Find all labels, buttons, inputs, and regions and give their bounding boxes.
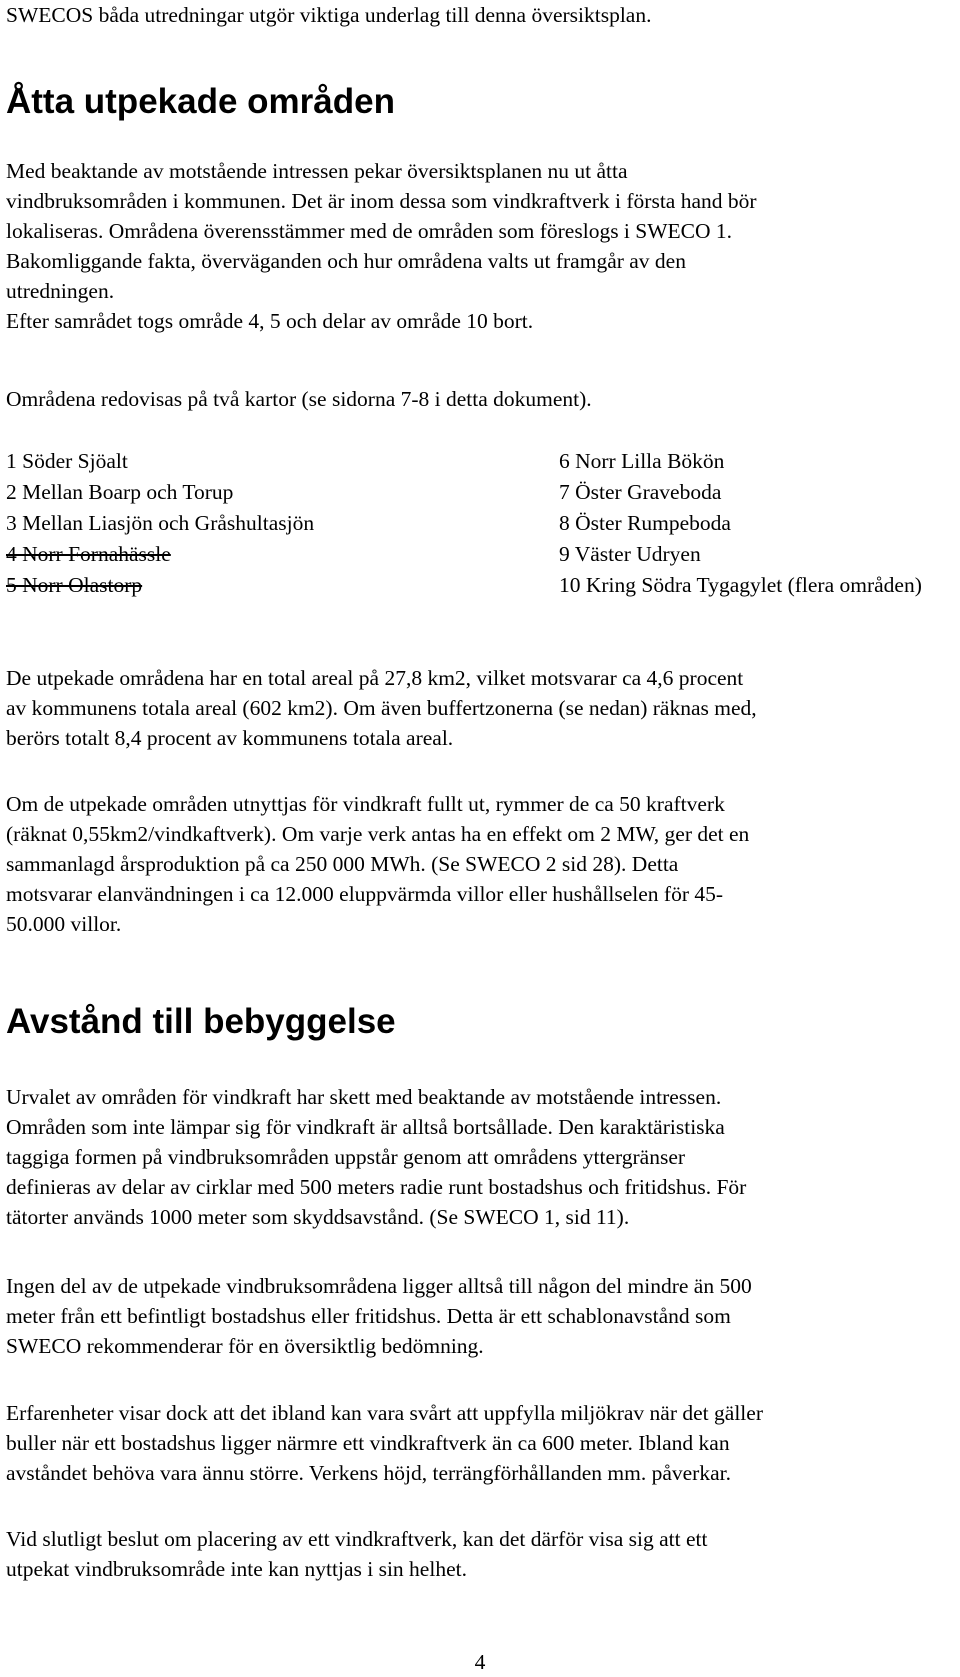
areas-list-left-column (6, 446, 506, 601)
area-item: 9 Väster Udryen (559, 542, 701, 566)
areas-list (6, 446, 946, 632)
text-line: Vid slutligt beslut om placering av ett vindkraftverk, kan det därför visa sig att ett (6, 1527, 708, 1551)
total-area-paragraph (6, 663, 946, 753)
text-line: Om de utpekade områden utnyttjas för vindkraft fullt ut, rymmer de ca 50 kraftverk (6, 792, 725, 816)
text-line: utpekat vindbruksområde inte kan nyttjas i sin helhet. (6, 1557, 467, 1581)
text-line: Efter samrådet togs område 4, 5 och delar av område 10 bort. (6, 309, 534, 333)
areas-intro-paragraph (6, 156, 946, 336)
text-line: lokaliseras. Områdena överensstämmer med de områden som föreslogs i SWECO 1. (6, 219, 733, 243)
maps-reference-paragraph (6, 384, 946, 414)
text-line: av kommunens totala areal (602 km2). Om även buffertzonerna (se nedan) räknas med, (6, 696, 757, 720)
area-item: 7 Öster Graveboda (559, 480, 722, 504)
text-line: sammanlagd årsproduktion på ca 250 000 MWh. (Se SWECO 2 sid 28). Detta (6, 852, 679, 876)
text-line: Områden som inte lämpar sig för vindkraft är alltså bortsållade. Den karaktäristiska (6, 1115, 725, 1139)
areas-list-right-column (559, 446, 939, 601)
area-item-removed: 4 Norr Fornahässle (6, 542, 171, 566)
text-line: buller när ett bostadshus ligger närmre ett vindkraftverk än ca 600 meter. Ibland kan (6, 1431, 730, 1455)
area-item: 3 Mellan Liasjön och Gråshultasjön (6, 511, 315, 535)
intro-paragraph (6, 0, 946, 30)
final-decision-paragraph (6, 1524, 946, 1584)
text-line: Urvalet av områden för vindkraft har skett med beaktande av motstående intressen. (6, 1085, 722, 1109)
text-line: 50.000 villor. (6, 912, 122, 936)
text-line: (räknat 0,55km2/vindkaftverk). Om varje verk antas ha en effekt om 2 MW, ger det en (6, 822, 750, 846)
text-line: taggiga formen på vindbruksområden uppstår genom att områdens yttergränser (6, 1145, 686, 1169)
area-item-removed: 5 Norr Olastorp (6, 573, 143, 597)
text-line: Bakomliggande fakta, överväganden och hur områdena valts ut framgår av den (6, 249, 686, 273)
text-line: Erfarenheter visar dock att det ibland kan vara svårt att uppfylla miljökrav när det gäller (6, 1401, 763, 1425)
text-line: motsvarar elanvändningen i ca 12.000 eluppvärmda villor eller hushållselen för 45- (6, 882, 724, 906)
text-line: SWECOS båda utredningar utgör viktiga underlag till denna översiktsplan. (6, 3, 652, 27)
area-item: 2 Mellan Boarp och Torup (6, 480, 234, 504)
minimum-distance-paragraph (6, 1271, 946, 1361)
text-line: Ingen del av de utpekade vindbruksområdena ligger alltså till någon del mindre än 500 (6, 1274, 752, 1298)
text-line: Med beaktande av motstående intressen pekar översiktsplanen nu ut åtta (6, 159, 628, 183)
text-line: utredningen. (6, 279, 115, 303)
text-line: SWECO rekommenderar för en översiktlig bedömning. (6, 1334, 484, 1358)
text-line: definieras av delar av cirklar med 500 meters radie runt bostadshus och fritidshus. För (6, 1175, 747, 1199)
section-heading-areas: Åtta utpekade områden (6, 82, 395, 121)
section-heading-distance: Avstånd till bebyggelse (6, 1002, 396, 1041)
text-line: meter från ett befintligt bostadshus eller fritidshus. Detta är ett schablonavstånd som (6, 1304, 731, 1328)
page-number: 4 (474, 1650, 486, 1674)
noise-paragraph (6, 1398, 946, 1488)
capacity-paragraph (6, 789, 946, 939)
selection-paragraph (6, 1082, 946, 1232)
area-item: 1 Söder Sjöalt (6, 449, 128, 473)
text-line: avståndet behöva vara ännu större. Verkens höjd, terrängförhållanden mm. påverkar. (6, 1461, 731, 1485)
area-item: 8 Öster Rumpeboda (559, 511, 731, 535)
text-line: Områdena redovisas på två kartor (se sidorna 7-8 i detta dokument). (6, 387, 592, 411)
area-item: 6 Norr Lilla Bökön (559, 449, 725, 473)
text-line: tätorter används 1000 meter som skyddsavstånd. (Se SWECO 1, sid 11). (6, 1205, 630, 1229)
text-line: vindbruksområden i kommunen. Det är inom dessa som vindkraftverk i första hand bör (6, 189, 757, 213)
area-item: 10 Kring Södra Tygagylet (flera områden) (559, 573, 922, 597)
text-line: berörs totalt 8,4 procent av kommunens totala areal. (6, 726, 454, 750)
text-line: De utpekade områdena har en total areal på 27,8 km2, vilket motsvarar ca 4,6 procent (6, 666, 744, 690)
